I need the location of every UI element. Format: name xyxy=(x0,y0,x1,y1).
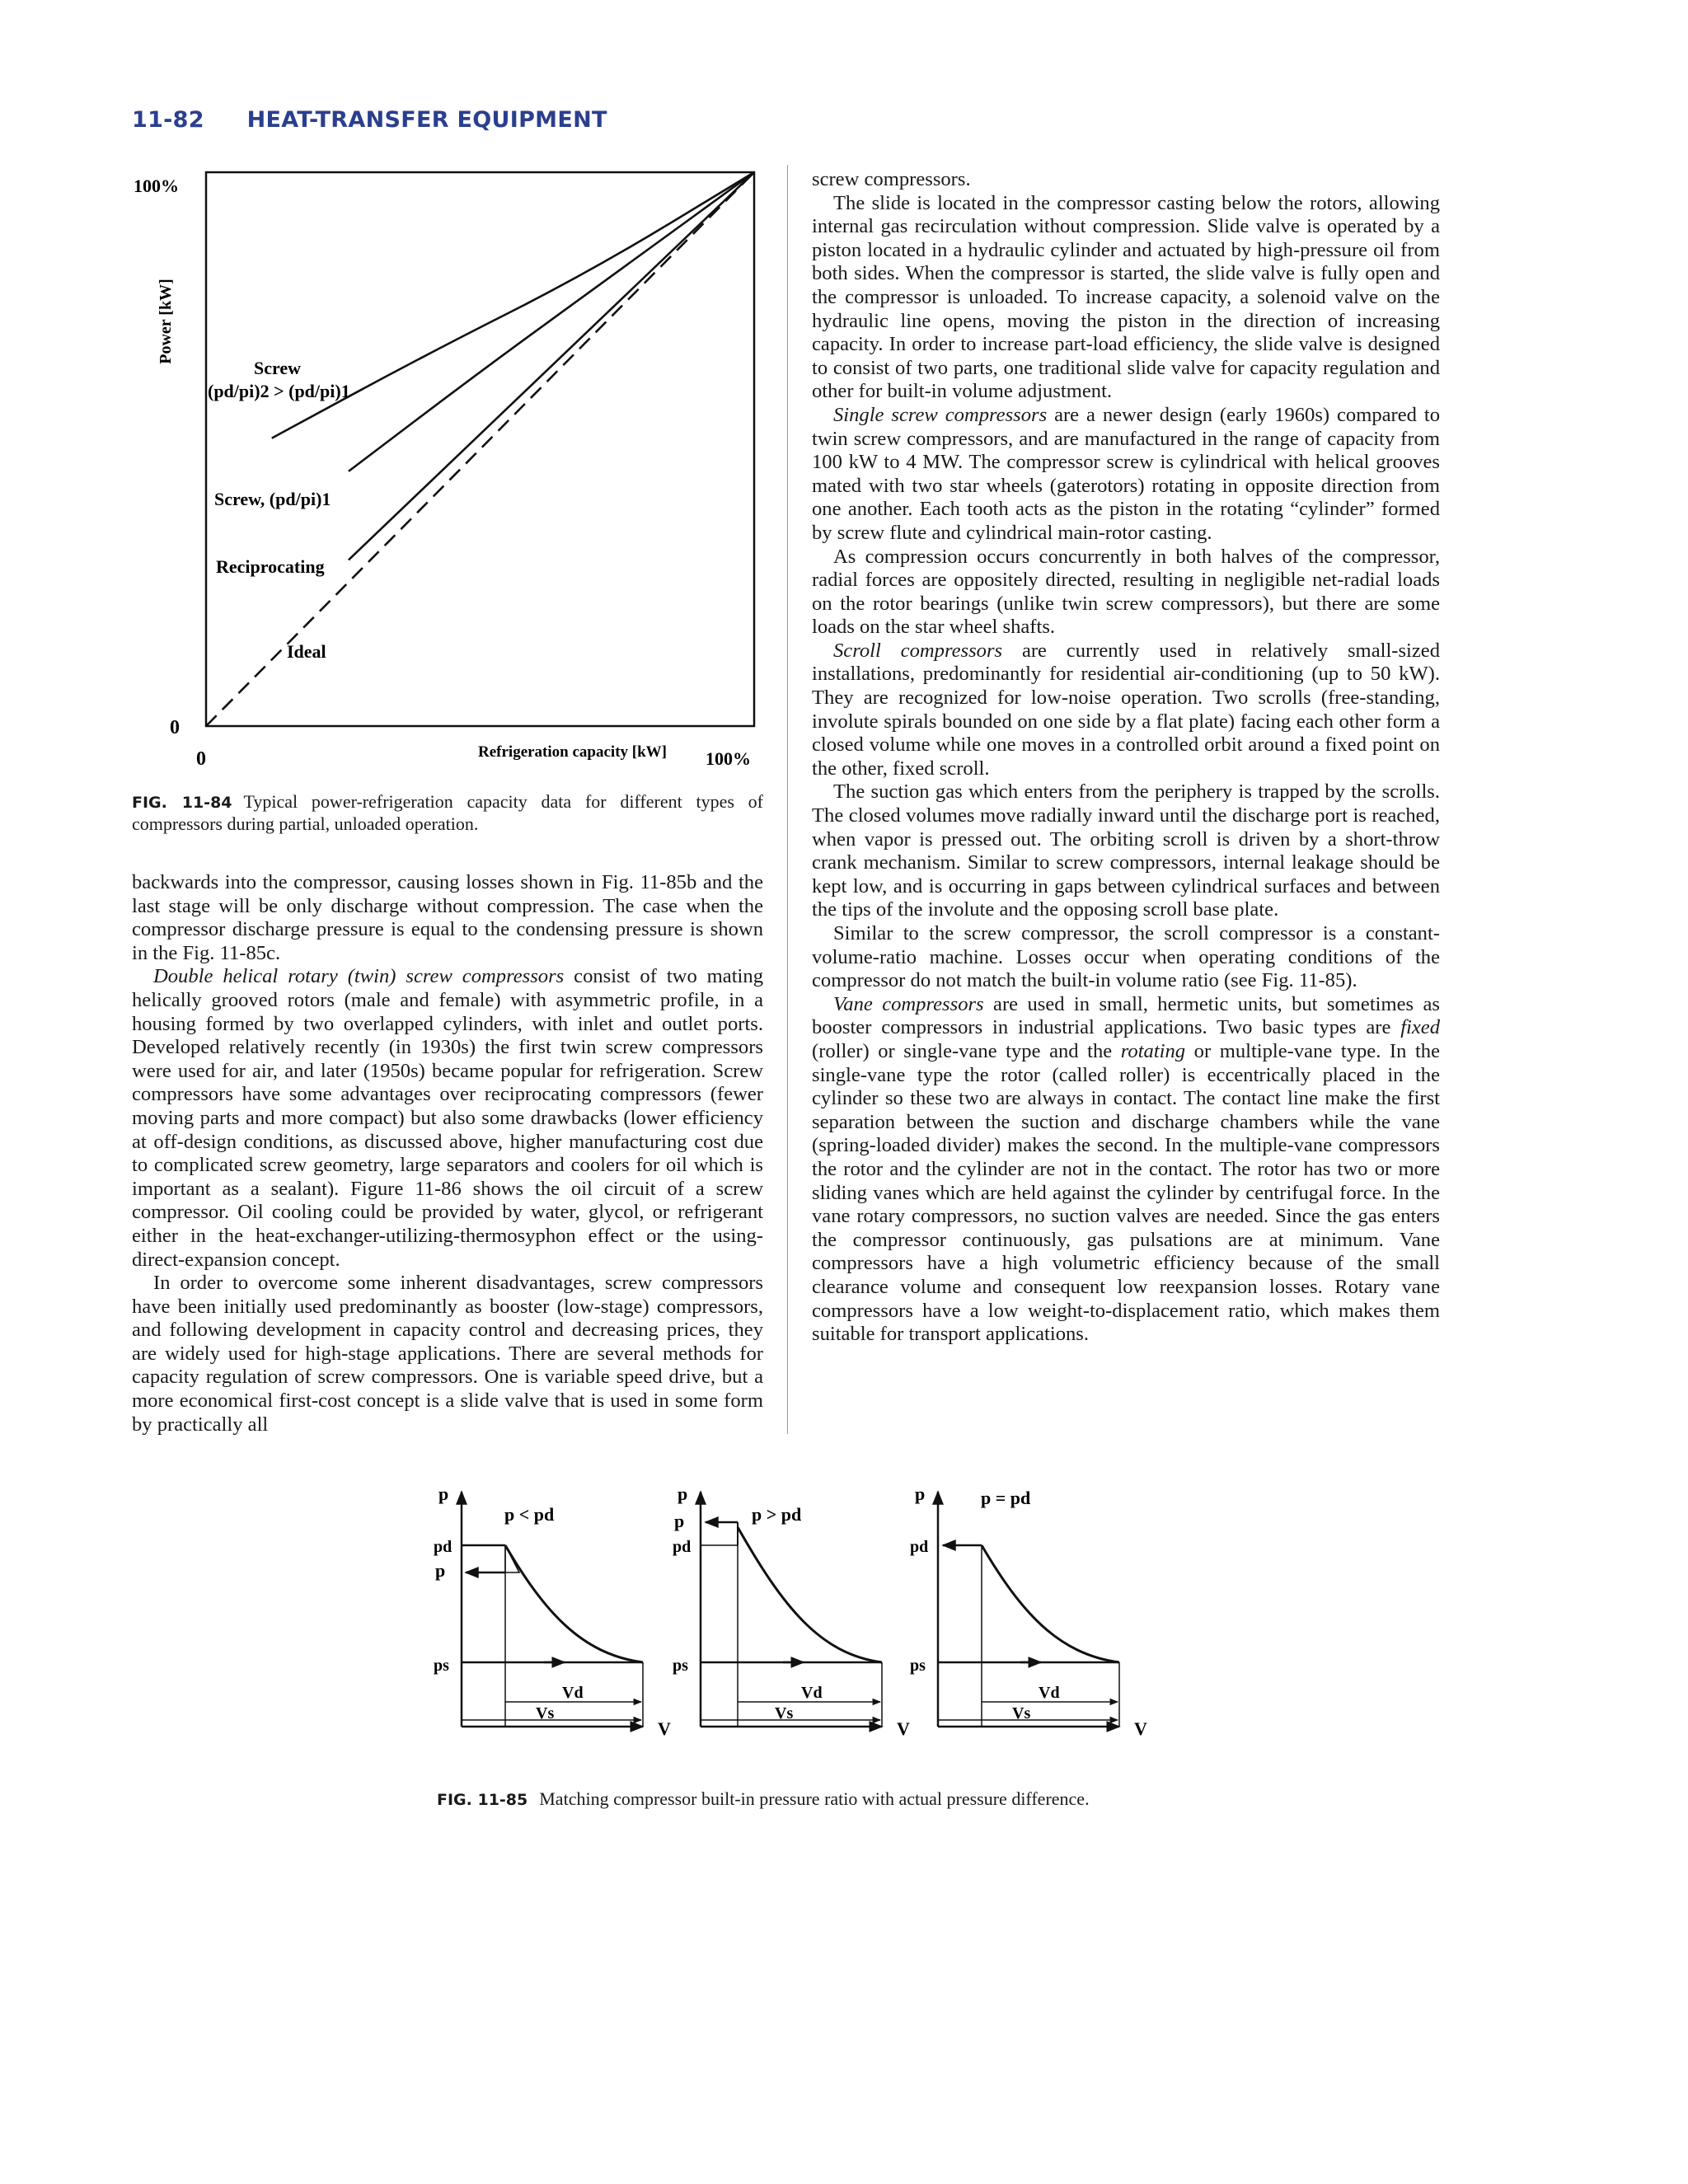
paragraph: The slide is located in the compressor casting below the rotors, allowing internal gas recirculation without compression. Slide valve is operated by a piston located in a hydraulic cylinder and actuated by high-pressure oil from both sides. When the compressor is started, the slide valve is fully open and the compressor is unloaded. To increase capacity, a solenoid valve on the hydraulic line opens, moving the piston in the direction of increasing capacity. In order to increase part-load efficiency, the slide valve is designed to consist of two parts, one traditional slide valve for capacity regulation and other for built-in volume adjustment. xyxy=(812,191,1440,403)
vs-label: Vs xyxy=(536,1704,555,1722)
caption-text: Matching compressor built-in pressure ratio with actual pressure difference. xyxy=(539,1788,1090,1809)
y-zero-label: 0 xyxy=(170,717,180,738)
screw-title-label: Screw xyxy=(254,358,302,378)
term: Single screw compressors xyxy=(833,403,1048,426)
vd-label: Vd xyxy=(1039,1684,1060,1702)
pd-label: pd xyxy=(673,1538,692,1556)
p-label: p xyxy=(674,1511,685,1531)
paragraph: screw compressors. xyxy=(812,168,971,190)
x-right-label: 100% xyxy=(706,748,751,769)
p-label: p xyxy=(435,1560,446,1581)
v-axis-label: V xyxy=(658,1718,671,1739)
reciprocating-label: Reciprocating xyxy=(216,556,325,577)
x-zero-label: 0 xyxy=(196,748,206,770)
vs-label: Vs xyxy=(1012,1704,1031,1722)
paragraph: In order to overcome some inherent disadvantages, screw compressors have been initially used predominantly as booster (low-stage) compressors, and following development in capacity control and decreasing prices, they are widely used for high-stage applications. There are several methods for capacity regulation of screw compressors. One is variable speed drive, but a more economical first-cost concept is a slide valve that is used in some form by practically all xyxy=(132,1272,763,1436)
vs-label: Vs xyxy=(775,1704,794,1722)
screw-ratio-label: (pd/pi)2 > (pd/pi)1 xyxy=(208,381,350,401)
p-axis-label: p xyxy=(678,1483,688,1504)
panel-title: p < pd xyxy=(504,1504,555,1525)
ps-label: ps xyxy=(910,1657,926,1675)
pv-panel-b xyxy=(673,1483,910,1739)
p-axis-label: p xyxy=(438,1483,449,1504)
pv-panel-c xyxy=(910,1483,1147,1739)
paragraph: Single screw compressors are a newer design (early 1960s) compared to twin screw compressors, and are manufactured in the range of capacity from 100 kW to 4 MW. The compressor screw is cylindrical with helical grooves mated with two star wheels (gaterotors) rotating in opposite direction from one another. Each tooth acts as the piston in the rotating “cylinder” formed by screw flute and cylindrical main-rotor casting. xyxy=(812,403,1440,544)
caption-text: Typical power-refrigeration capacity data for different types of compressors during partial, unloaded operation. xyxy=(132,791,763,834)
paragraph: The suction gas which enters from the periphery is trapped by the scrolls. The closed volumes move radially inward until the discharge port is reached, when vapor is pressed out. The orbiting scroll is driven by a short-throw crank mechanism. Similar to screw compressors, internal leakage should be kept low, and is occurring in gaps between cylindrical surfaces and between the tips of the involute and the opposing scroll base plate. xyxy=(812,780,1440,921)
term: Scroll compressors xyxy=(833,639,1003,662)
v-axis-label: V xyxy=(1134,1718,1147,1739)
fig-11-84-chart xyxy=(124,165,775,775)
ideal-label: Ideal xyxy=(287,641,326,662)
paragraph: Vane compressors are used in small, hermetic units, but sometimes as booster compressors in industrial applications. Two basic types are fixed (roller) or single-vane type and the rotating or multiple-vane type. In the single-vane type the rotor (called roller) is eccentrically placed in the cylinder so these two are always in contact. The contact line make the first separation between the suction and discharge chambers while the vane (spring-loaded divider) makes the second. In the multiple-vane compressors the rotor and the cylinder are not in the contact. The rotor has two or more sliding vanes which are held against the cylinder by centrifugal force. In the vane rotary compressors, no suction valves are needed. Since the gas enters the compressor continuously, gas pulsations are at minimum. Vane compressors have a high volumetric efficiency because of the small clearance volume and consequent low reexpansion losses. Rotary vane compressors have a low weight-to-displacement ratio, which makes them suitable for transport applications. xyxy=(812,992,1441,1346)
screw1-label: Screw, (pd/pi)1 xyxy=(214,489,331,509)
fig-11-85-diagram xyxy=(420,1479,1162,1772)
page-number: 11-82 xyxy=(132,107,204,133)
paragraph: As compression occurs concurrently in both halves of the compressor, radial forces are oppositely directed, resulting in negligible net-radial loads on the rotor bearings (unlike twin screw compressors), but there are some loads on the star wheel shafts. xyxy=(812,545,1440,639)
term: Double helical rotary (twin) screw compressors xyxy=(153,965,565,988)
paragraph: Scroll compressors are currently used in relatively small-sized installations, predominantly for residential air-conditioning (up to 50 kW). They are recognized for low-noise operation. Two scrolls (free-standing, involute spirals bounded on one side by a flat plate) facing each other form a closed volume while one moves in a controlled orbit around a fixed point on the other, fixed scroll. xyxy=(812,639,1440,780)
fig-label: FIG. 11-85 xyxy=(437,1791,528,1809)
ps-label: ps xyxy=(673,1657,688,1675)
y-top-label: 100% xyxy=(134,176,179,196)
paragraph: Similar to the screw compressor, the scroll compressor is a constant-volume-ratio machine. Losses occur when operating conditions of the compressor do not match the built-in volume ratio (see Fig. 11-85). xyxy=(812,922,1440,992)
paragraph: backwards into the compressor, causing losses shown in Fig. 11-85b and the last stage will be only discharge without compression. The case when the compressor discharge pressure is equal to the condensing pressure is shown in the Fig. 11-85c. xyxy=(132,871,763,964)
pv-panel-a xyxy=(434,1483,671,1739)
x-axis-label: Refrigeration capacity [kW] xyxy=(478,743,667,761)
vd-label: Vd xyxy=(562,1684,584,1702)
v-axis-label: V xyxy=(897,1718,910,1739)
pd-label: pd xyxy=(910,1538,929,1556)
vd-label: Vd xyxy=(801,1684,823,1702)
fig-11-85-caption xyxy=(437,1788,1146,1811)
running-head xyxy=(132,107,607,133)
series-line-3 xyxy=(349,172,754,471)
y-axis-label: Power [kW] xyxy=(157,279,175,364)
fig-label: FIG. 11-84 xyxy=(132,794,232,812)
paragraph: Double helical rotary (twin) screw compressors consist of two mating helically grooved rotors (male and female) with asymmetric profile, in a housing formed by two overlapped cylinders, with inlet and outlet ports. Developed relatively recently (in 1930s) the first twin screw compressors were used for air, and later (1950s) became popular for refrigeration. Screw compressors have some advantages over reciprocating compressors (fewer moving parts and more compact) but also some drawbacks (lower efficiency at off-design conditions, as discussed above, higher manufacturing cost due to complicated screw geometry, large separators and coolers for oil which is important as a sealant). Figure 11-86 shows the oil circuit of a screw compressor. Oil cooling could be provided by water, glycol, or refrigerant either in the heat-exchanger-utilizing-thermosyphon effect or the using-direct-expansion concept. xyxy=(132,965,763,1271)
series-line-2 xyxy=(349,172,754,560)
ps-label: ps xyxy=(434,1657,449,1675)
panel-title: p = pd xyxy=(981,1488,1031,1508)
panel-title: p > pd xyxy=(752,1504,802,1525)
pd-label: pd xyxy=(434,1538,452,1556)
term: Vane compressors xyxy=(833,992,984,1015)
column-rule xyxy=(787,165,788,1434)
section-title: HEAT-TRANSFER EQUIPMENT xyxy=(246,107,607,133)
right-column xyxy=(812,168,1440,1347)
fig-11-84-caption xyxy=(132,791,763,834)
left-column xyxy=(132,871,763,1436)
p-axis-label: p xyxy=(915,1483,926,1504)
